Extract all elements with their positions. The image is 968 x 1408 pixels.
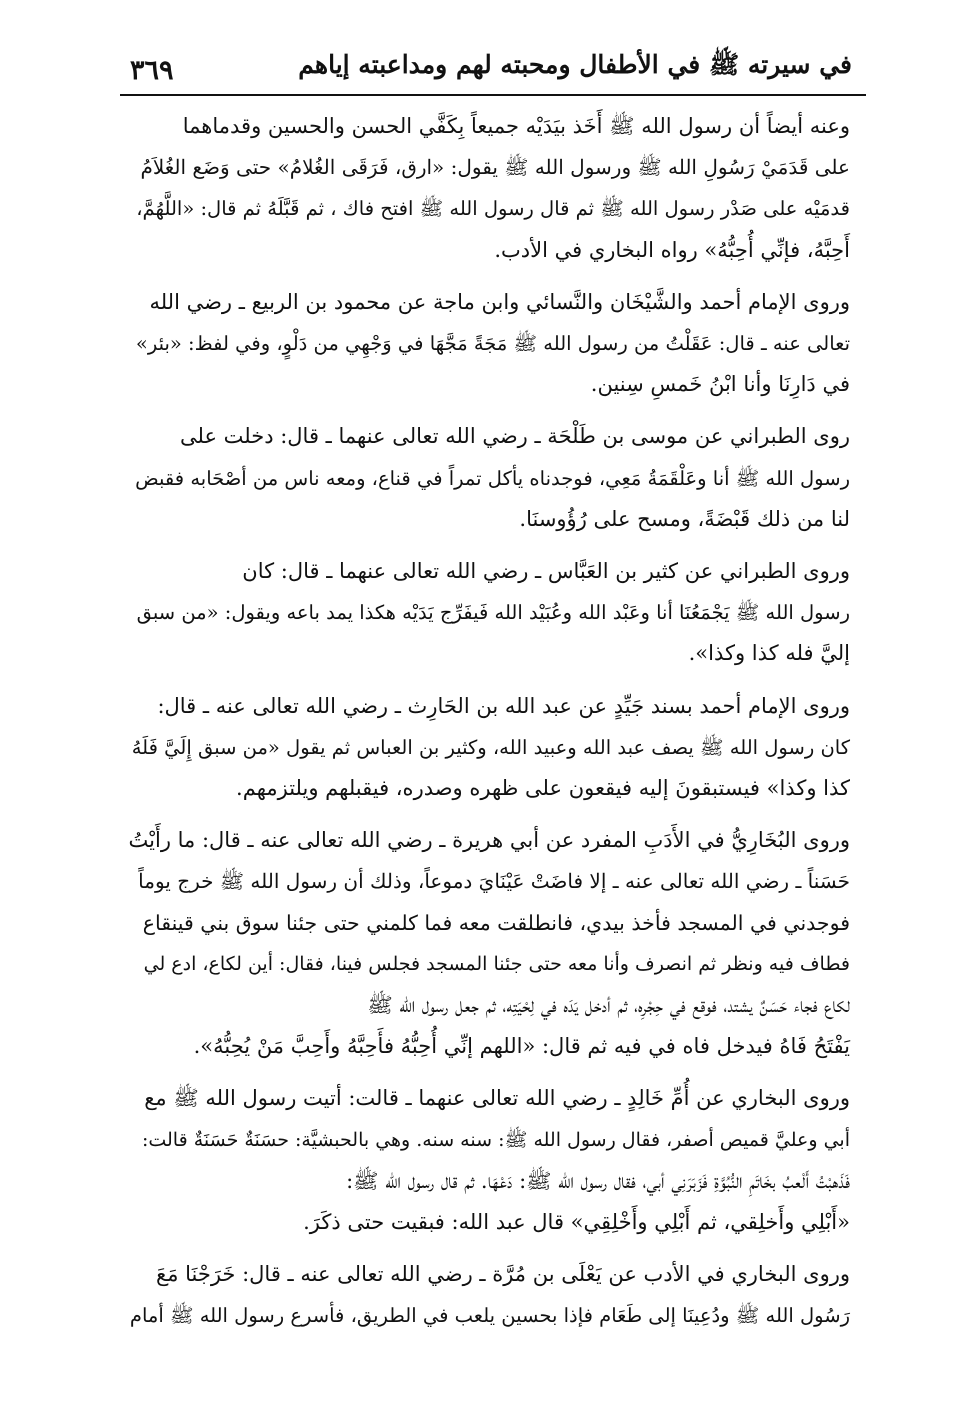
text-line: تعالى عنه ـ قال: عَقَلْتُ من رسول الله ﷺ مَجَةً مَجَّهَا في وَجْهِي من دَلْوٍ، وفي لفظ: «بئر»	[135, 332, 850, 356]
text-line: أبي وعليَّ قميص أصفر، فقال رسول الله ﷺ: سنه سنه. وهي بالحبشيَّة: حسَنَةٌ حَسَنَةٌ قالت:	[141, 1128, 850, 1151]
paragraph	[128, 551, 850, 675]
text-line: فطاف فيه ونظر ثم انصرف وأنا معه حتى جئنا المسجد فجلس فينا، فقال: أين لكاع، ادع لي	[143, 952, 850, 975]
text-line: قدمَيْه على صَدْر رسول الله ﷺ ثم قال رسول الله ﷺ افتح فاك ، ثم قَبَّلَهُ ثم قال: «اللَّهُمَّ،	[136, 197, 850, 221]
paragraph	[128, 1078, 850, 1243]
text-line: فَذَهبْتُ أَلْعبُ بخَاتَمِ النُّبُوَّةِ فَزَبَرَنِي أبي، فقال رسول الله ﷺ: دَعْهَا. ثم قال رسول الله ﷺ:	[346, 1168, 850, 1193]
running-title: في سيرته ﷺ في الأطفال ومحبته لهم ومداعبته إياهم	[298, 50, 852, 79]
paragraph	[128, 106, 850, 271]
text-line: وروى الطبراني عن كثير بن العَبَّاس ـ رضي الله تعالى عنهما ـ قال: كان	[242, 559, 850, 584]
text-line: وروى البخاري عن أُمِّ خَالِدٍ ـ رضي الله تعالى عنهما ـ قالت: أتيت رسول الله ﷺ مع	[144, 1086, 850, 1111]
text-line: على قَدَمَيْ رَسُولِ الله ﷺ ورسول الله ﷺ يقول: «ارق، فَرَقَى الغُلامُ» حتى وَضَع الغُلاَمُ	[140, 155, 850, 180]
text-line: فوجدني في المسجد فأخذ بيدي، فانطلقت معه فما كلمني حتى جئنا سوق بني قينقاع	[142, 910, 850, 935]
text-line: حَسَناً ـ رضي الله تعالى عنه ـ إلا فاضَتْ عَيْنَايَ دموعاً، وذلك أن رسول الله ﷺ خرج يوماً	[138, 869, 850, 894]
text-line: كذا وكذا» فيستبقونَ إليه فيقعون على ظهره وصدره، فيقبلهم ويلتزمهم.	[236, 776, 850, 801]
text-line: «أَبْلِي وأَخلِقي، ثم أَبْلِي وأَخْلِقِي» قال عبد الله: فبقيت حتى ذكَرَ.	[303, 1210, 850, 1235]
text-line: وروى الإمام أحمد والشَّيْخَان والنَّسائي وابن ماجة عن محمود بن الربيع ـ رضي الله	[149, 289, 850, 314]
paragraph	[128, 416, 850, 540]
paragraph	[128, 686, 850, 810]
paragraph	[128, 282, 850, 406]
text-line: وعنه أيضاً أن رسول الله ﷺ أَخَذ بيَدَيْه جميعاً بِكَفَّي الحسن والحسين وقدماهما	[182, 114, 850, 138]
text-line: يَفْتَحُ فَاهُ فيدخل فاه في فيه ثم قال: «اللهم إنِّي أُحِبُّهُ فأَحِبَّهُ وأَحِبَّ مَنْ يُحِبُّهُ».	[193, 1034, 850, 1059]
text-line: لنا من ذلك قَبْضَةً، ومسح على رُؤُوسنَا.	[519, 506, 850, 531]
text-line: إليَّ فله كذا وكذا».	[688, 641, 850, 666]
text-line: أَحِبَّهُ، فإنِّي أُحِبُّهُ» رواه البخاري في الأدب.	[494, 237, 850, 262]
page-number: ٣٦٩	[130, 55, 174, 86]
text-line: رَسُول الله ﷺ ودُعِينَا إلى طَعَام فإذا بحسين يلعب في الطريق، فأسرع رسول الله ﷺ أمام	[129, 1304, 850, 1328]
text-line: روى الطبراني عن موسى بن طَلْحَة ـ رضي الله تعالى عنهما ـ قال: دخلت على	[179, 424, 850, 449]
text-line: رسول الله ﷺ يَجْمَعُنَا أنا وعَبْد الله وعُبَيْد الله فَيفَرِّج يَدَيْه هكذا يمد باعه ويقول: «من سبق	[136, 601, 850, 625]
paragraph	[128, 1254, 850, 1336]
text-line: وروى الإمام أحمد بسند جَيِّدٍ عن عبد الله بن الحَارِث ـ رضي الله تعالى عنه ـ قال:	[157, 693, 850, 718]
body-text	[128, 106, 850, 1337]
paragraph	[128, 820, 850, 1067]
text-line: لكاع فجاء حَسَنٌ يشتد، فوقع في حِجْرِه، ثم أدخل يَدَه في لِحْيَتِه، ثم جعل رسول الله ﷺ	[367, 993, 850, 1018]
text-line: كان رسول الله ﷺ يصف عبد الله وعبيد الله، وكثير بن العباس ثم يقول «من سبق إِلَيَّ فَلَهُ	[131, 735, 850, 759]
running-header	[120, 50, 866, 96]
text-line: وروى البُخَارِيُّ في الأَدَبِ المفرد عن أبي هريرة ـ رضي الله تعالى عنه ـ قال: ما رأَيْتُ	[128, 828, 850, 853]
text-line: وروى البخاري في الأدب عن يَعْلَى بن مُرَّة ـ رضي الله تعالى عنه ـ قال: خَرَجْنَا مَعَ	[156, 1262, 850, 1287]
text-line: رسول الله ﷺ أنا وعَلْقَمَةُ مَعِي، فوجدناه يأكل تمراً في قناع، ومعه ناس من أصْحَابه فقبض	[135, 466, 850, 490]
text-line: في دَارِنَا وأنا ابْنُ خَمسِ سِنين.	[590, 372, 850, 397]
